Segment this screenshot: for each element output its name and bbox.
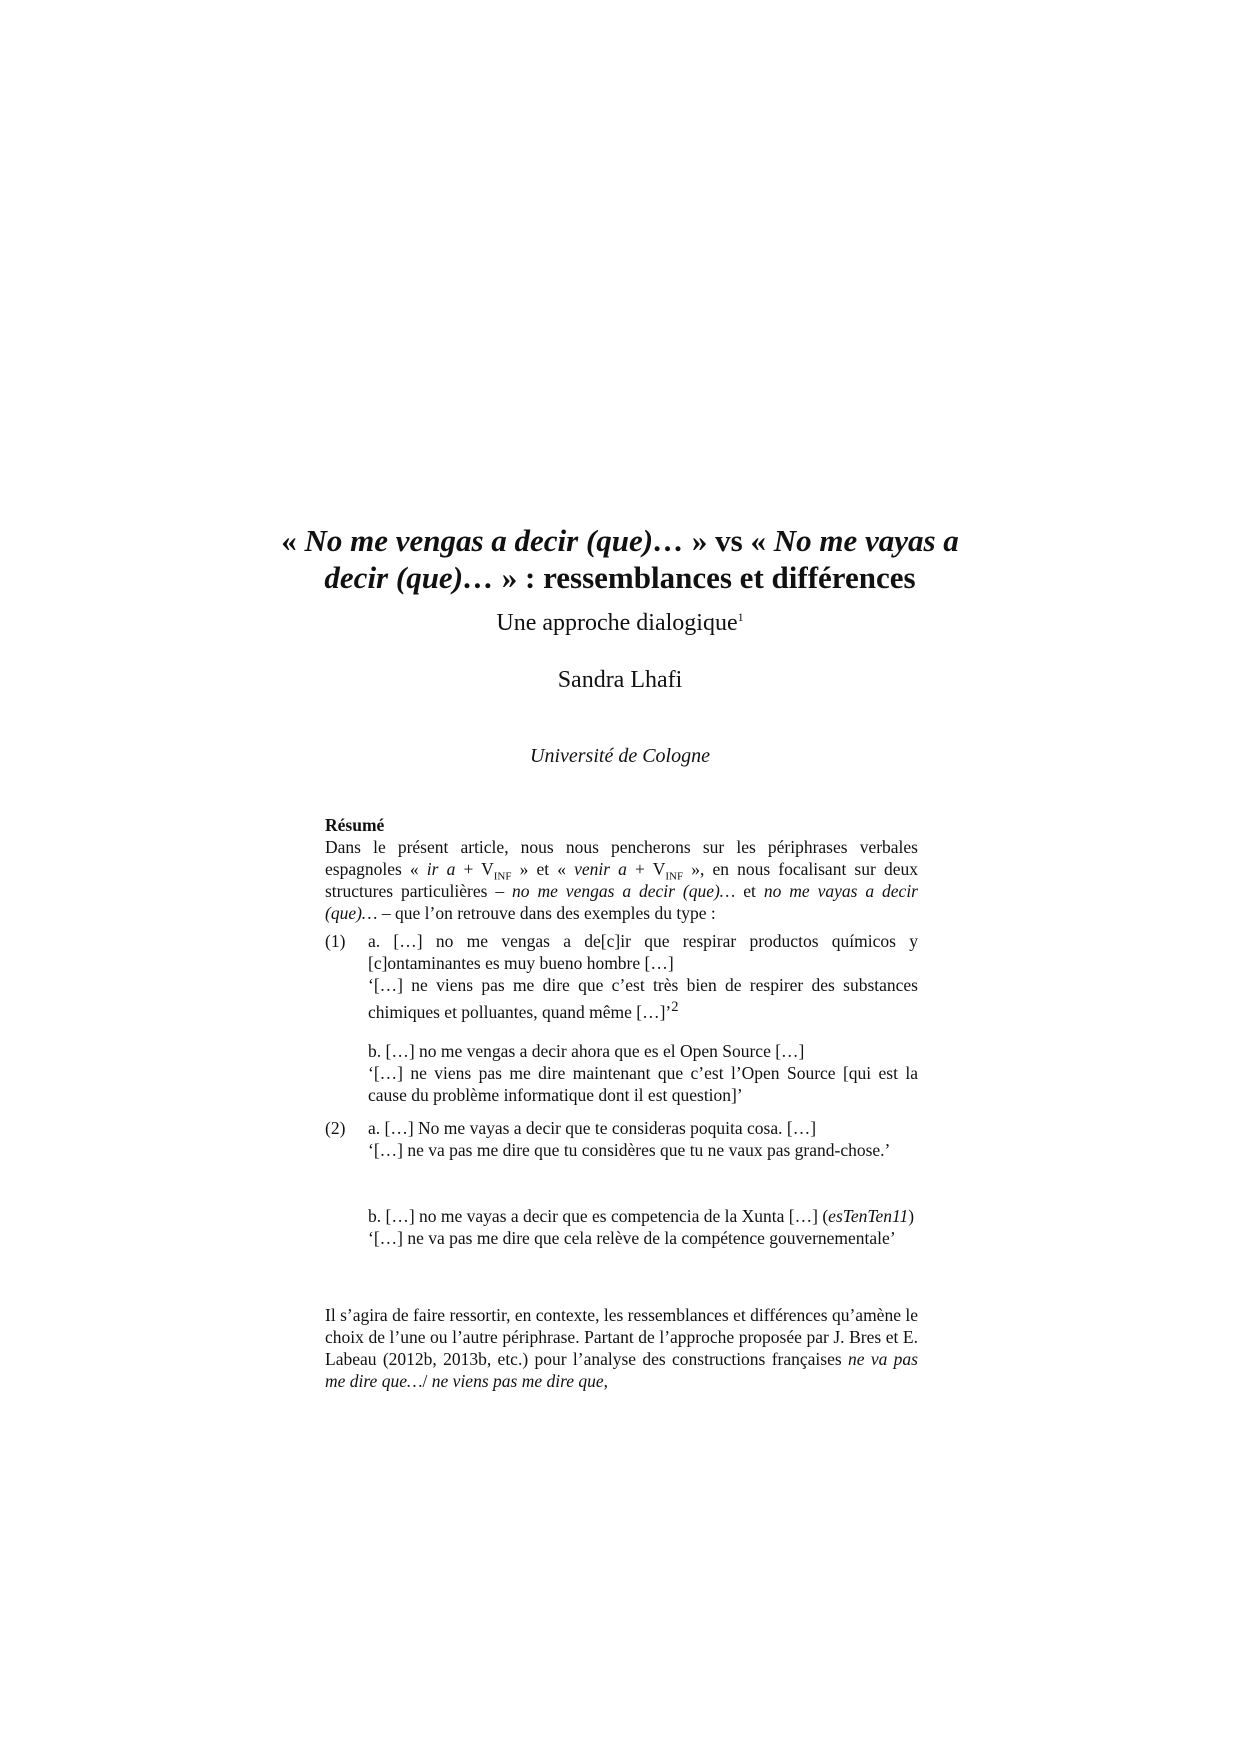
- spanish-text: b. […] no me vayas a decir que es competencia de la Xunta […]: [368, 1206, 818, 1226]
- title-phrase-vengas: No me vengas a decir (que)…: [304, 523, 685, 558]
- term-no-me-vayas: no me vayas a decir (que)…: [325, 881, 918, 923]
- body-paragraph: [325, 1304, 918, 1392]
- example-translation: ‘[…] ne viens pas me dire maintenant que c’est l’Open Source [qui est la cause du problème informatique dont il est question]’: [368, 1063, 918, 1105]
- abstract-heading: Résumé: [325, 815, 385, 835]
- term-venir-a: venir a: [574, 859, 627, 879]
- example-number: (1): [325, 931, 346, 951]
- abstract-text: », en nous focalisant sur deux structures particulières –: [325, 859, 918, 901]
- title-rest: » : ressemblances et différences: [494, 560, 916, 595]
- author-name: Sandra Lhafi: [557, 667, 683, 693]
- subscript-inf: INF: [665, 870, 684, 883]
- term-ne-viens-pas: ne viens pas me dire que: [431, 1371, 604, 1391]
- body-text: ,: [603, 1371, 609, 1391]
- footnote-ref-1: 1: [737, 610, 744, 624]
- example-2: [325, 1117, 918, 1287]
- example-1b: [368, 1040, 918, 1106]
- example-1a: [368, 930, 918, 1023]
- article-title: [260, 522, 980, 596]
- translation-text: ‘[…] ne viens pas me dire que c’est très bien de respirer des substances chimiques et polluantes, quand même […]’: [368, 975, 918, 1022]
- abstract-text: – que l’on retrouve dans des exemples du type :: [377, 903, 716, 923]
- example-1: [325, 930, 918, 1105]
- abstract-text: » et «: [511, 859, 575, 879]
- term-no-me-vengas: no me vengas a decir (que)…: [512, 881, 736, 901]
- example-2b: [368, 1205, 918, 1249]
- term-ir-a: ir a: [426, 859, 456, 879]
- author-affiliation: Université de Cologne: [530, 745, 710, 767]
- abstract: [325, 814, 918, 924]
- example-spanish: a. […] no me vengas a de[c]ir que respirar productos químicos y [c]ontaminantes es muy bueno hombre […]: [368, 931, 918, 973]
- abstract-text: + V: [626, 859, 666, 879]
- example-translation: [368, 974, 918, 1023]
- example-spanish: b. […] no me vengas a decir ahora que es el Open Source […]: [368, 1041, 805, 1061]
- abstract-paragraph: [325, 836, 918, 924]
- title-vs: » vs «: [684, 523, 774, 558]
- abstract-text: et: [735, 881, 764, 901]
- abstract-text: Dans le présent article, nous nous pencherons sur les périphrases verbales espagnoles «: [325, 837, 918, 879]
- example-translation: ‘[…] ne va pas me dire que cela relève de la compétence gouvernementale’: [368, 1228, 896, 1248]
- example-spanish: b. […] no me vayas a decir que es competencia de la Xunta […] (esTenTen11): [368, 1206, 915, 1226]
- body-text: Il s’agira de faire ressortir, en contexte, les ressemblances et différences qu’amène le choix de l’une ou l’autre périphrase. Partant de l’approche proposée par J. Bres et E. Labeau (2012b, 2013b, etc.) pour l’analyse des constructions françaises: [325, 1305, 918, 1369]
- title-open-quote: «: [281, 523, 305, 558]
- footnote-ref-2: 2: [671, 999, 679, 1015]
- subscript-inf: INF: [493, 870, 512, 883]
- example-2a: [368, 1117, 918, 1161]
- corpus-source: esTenTen11: [828, 1206, 909, 1226]
- example-number: (2): [325, 1118, 346, 1138]
- title-phrase-vayas: No me vayas a decir (que)…: [324, 523, 959, 595]
- example-spanish: a. […] No me vayas a decir que te consideras poquita cosa. […]: [368, 1118, 817, 1138]
- subtitle-text: Une approche dialogique: [496, 610, 738, 636]
- example-translation: ‘[…] ne va pas me dire que tu considères que tu ne vaux pas grand-chose.’: [368, 1140, 891, 1160]
- body-text: /: [422, 1371, 432, 1391]
- article-subtitle: [260, 608, 980, 638]
- abstract-text: + V: [455, 859, 494, 879]
- term-ne-va-pas: ne va pas me dire que…: [325, 1349, 918, 1391]
